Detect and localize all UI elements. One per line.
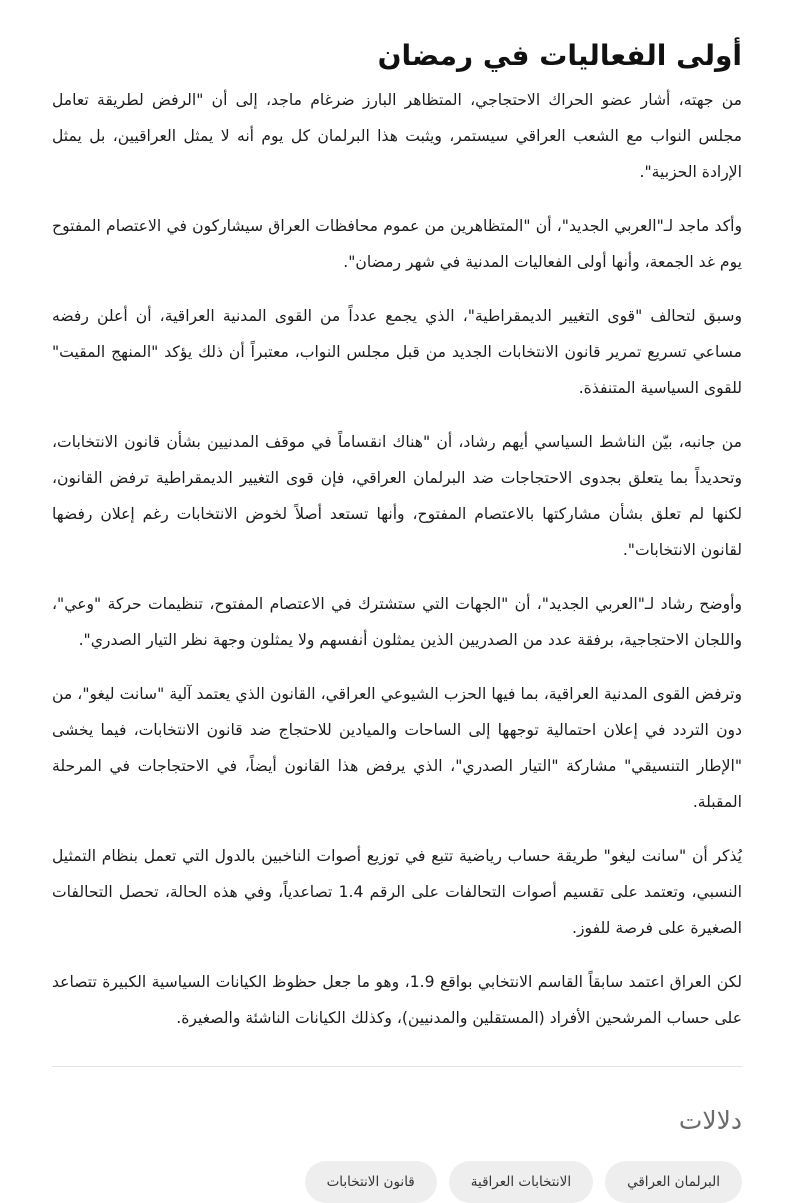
article-paragraph: من جهته، أشار عضو الحراك الاحتجاجي، المتظاهر البارز ضرغام ماجد، إلى أن "الرفض لطريقة تعامل مجلس النواب مع الشعب العراقي سيستمر، ويثبت هذا البرلمان كل يوم أنه لا يمثل العراقيين، بل يمثل الإرادة الحزبية". bbox=[52, 91, 742, 181]
tag-list bbox=[52, 1161, 742, 1203]
article-paragraph: وترفض القوى المدنية العراقية، بما فيها الحزب الشيوعي العراقي، القانون الذي يعتمد آلية "سانت ليغو"، من دون التردد في إعلان احتمالية توجهها إلى الساحات والميادين للاحتجاج ضد قانون الانتخابات، فيما يخشى "الإطار التنسيقي" مشاركة "التيار الصدري"، الذي يرفض هذا القانون أيضاً، في الاحتجاجات في المرحلة المقبلة. bbox=[52, 685, 742, 811]
article-paragraph: وأكد ماجد لـ"العربي الجديد"، أن "المتظاهرين من عموم محافظات العراق سيشاركون في الاعتصام المفتوح يوم غد الجمعة، وأنها أولى الفعاليات المدنية في شهر رمضان". bbox=[52, 217, 742, 271]
tags-heading: دلالات bbox=[678, 1106, 742, 1135]
article-paragraph: وأوضح رشاد لـ"العربي الجديد"، أن "الجهات التي ستشترك في الاعتصام المفتوح، تنظيمات حركة "وعي"، واللجان الاحتجاجية، برفقة عدد من الصدريين الذين يمثلون أنفسهم ولا يمثلون وجهة نظر التيار الصدري". bbox=[52, 595, 742, 649]
article-paragraph: لكن العراق اعتمد سابقاً القاسم الانتخابي بواقع 1.9، وهو ما جعل حظوظ الكيانات السياسية الكبيرة تتصاعد على حساب المرشحين الأفراد (المستقلين والمدنيين)، وكذلك الكيانات الناشئة والصغيرة. bbox=[52, 973, 742, 1027]
article-paragraph: يُذكر أن "سانت ليغو" طريقة حساب رياضية تتبع في توزيع أصوات الناخبين بالدول التي تعمل بنظام التمثيل النسبي، وتعتمد على تقسيم أصوات التحالفات على الرقم 1.4 تصاعدياً، وفي هذه الحالة، تحصل التحالفات الصغيرة على فرصة للفوز. bbox=[52, 847, 742, 937]
tag-election-law[interactable]: قانون الانتخابات bbox=[305, 1161, 437, 1203]
article-paragraph: من جانبه، بيّن الناشط السياسي أيهم رشاد، أن "هناك انقساماً في موقف المدنيين بشأن قانون الانتخابات، وتحديداً بما يتعلق بجدوى الاحتجاجات ضد البرلمان العراقي، فإن قوى التغيير الديمقراطية ترفض القانون، لكنها لم تعلق بشأن مشاركتها بالاعتصام المفتوح، وأنها تستعد أصلاً لخوض الانتخابات رغم إعلان رفضها لقانون الانتخابات". bbox=[52, 433, 742, 559]
section-title: أولى الفعاليات في رمضان bbox=[377, 39, 742, 72]
article-paragraph: وسبق لتحالف "قوى التغيير الديمقراطية"، الذي يجمع عدداً من القوى المدنية العراقية، أن أعلن رفضه مساعي تسريع تمرير قانون الانتخابات الجديد من قبل مجلس النواب، معتبراً أن ذلك يؤكد "المنهج المقيت" للقوى السياسية المتنفذة. bbox=[52, 307, 742, 397]
divider bbox=[52, 1066, 742, 1067]
tag-iraqi-elections[interactable]: الانتخابات العراقية bbox=[449, 1161, 593, 1203]
tag-iraqi-parliament[interactable]: البرلمان العراقي bbox=[605, 1161, 742, 1203]
